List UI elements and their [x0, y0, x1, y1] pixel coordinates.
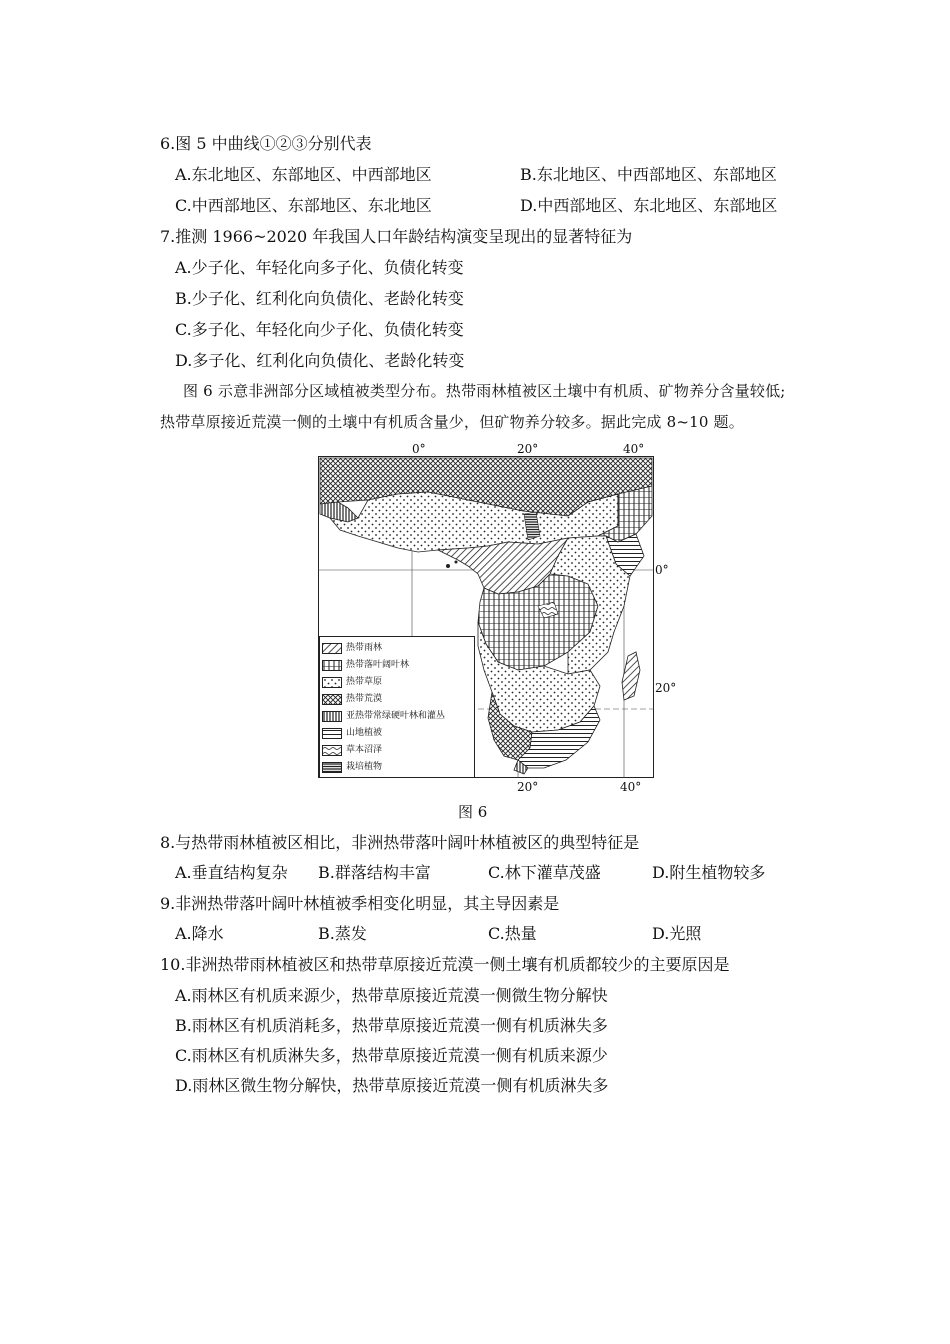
dense-horizontal-icon: [322, 762, 342, 773]
legend-item: [322, 760, 382, 774]
cross-hatch-icon: [322, 694, 342, 705]
q6-stem: 6.图 5 中曲线①②③分别代表: [160, 134, 372, 153]
q10-option-b: B.雨林区有机质消耗多，热带草原接近荒漠一侧有机质淋失多: [175, 1016, 608, 1035]
q9-option-a: A.降水: [175, 924, 224, 943]
legend-label: 亚热带常绿硬叶林和灌丛: [346, 710, 446, 721]
q6-option-d: D.中西部地区、东北地区、东部地区: [520, 196, 778, 215]
q8-option-a: A.垂直结构复杂: [175, 863, 288, 882]
map-coord-right-20: 20°: [655, 681, 677, 695]
dots-icon: [322, 677, 342, 688]
map-coord-top-20: 20°: [517, 442, 539, 456]
q7-option-b: B.少子化、红利化向负债化、老龄化转变: [175, 289, 464, 308]
legend-item: [322, 675, 382, 689]
map-coord-top-40: 40°: [623, 442, 645, 456]
map-legend: [319, 636, 475, 778]
q10-option-a: A.雨林区有机质来源少，热带草原接近荒漠一侧微生物分解快: [175, 986, 608, 1005]
q9-option-c: C.热量: [488, 924, 537, 943]
q7-option-a: A.少子化、年轻化向多子化、负债化转变: [175, 258, 464, 277]
intro-line-2: 热带草原接近荒漠一侧的土壤中有机质含量少，但矿物养分较多。据此完成 8~10 题。: [160, 413, 744, 431]
q8-option-b: B.群落结构丰富: [318, 863, 431, 882]
q10-option-c: C.雨林区有机质淋失多，热带草原接近荒漠一侧有机质来源少: [175, 1046, 608, 1065]
vertical-box-hatch-icon: [322, 660, 342, 671]
q8-option-c: C.林下灌草茂盛: [488, 863, 601, 882]
q9-option-b: B.蒸发: [318, 924, 367, 943]
legend-label: 热带草原: [346, 676, 383, 687]
q8-stem: 8.与热带雨林植被区相比，非洲热带落叶阔叶林植被区的典型特征是: [160, 833, 640, 852]
q9-stem: 9.非洲热带落叶阔叶林植被季相变化明显，其主导因素是: [160, 894, 560, 913]
map-coord-bottom-40: 40°: [620, 780, 642, 794]
vertical-lines-icon: [322, 711, 342, 722]
horizontal-lines-icon: [322, 728, 342, 739]
wave-lines-icon: [322, 745, 342, 756]
legend-label: 栽培植物: [346, 761, 383, 772]
legend-label: 草本沼泽: [346, 744, 383, 755]
map-coord-right-0: 0°: [655, 563, 669, 577]
q10-stem: 10.非洲热带雨林植被区和热带草原接近荒漠一侧土壤有机质都较少的主要原因是: [160, 955, 730, 974]
legend-item: [322, 692, 382, 706]
q7-option-c: C.多子化、年轻化向少子化、负债化转变: [175, 320, 464, 339]
map-coord-bottom-20: 20°: [517, 780, 539, 794]
legend-item: [322, 709, 445, 723]
q6-option-b: B.东北地区、中西部地区、东部地区: [520, 165, 777, 184]
q9-option-d: D.光照: [652, 924, 702, 943]
q8-option-d: D.附生植物较多: [652, 863, 766, 882]
q7-stem: 7.推测 1966~2020 年我国人口年龄结构演变呈现出的显著特征为: [160, 227, 633, 246]
q6-option-a: A.东北地区、东部地区、中西部地区: [175, 165, 432, 184]
legend-item: [322, 726, 382, 740]
q7-option-d: D.多子化、红利化向负债化、老龄化转变: [175, 351, 465, 370]
figure-caption: 图 6: [458, 803, 488, 821]
legend-item: [322, 641, 382, 655]
legend-item: [322, 743, 382, 757]
legend-label: 热带雨林: [346, 642, 383, 653]
legend-label: 热带荒漠: [346, 693, 383, 704]
map-coord-top-0: 0°: [412, 442, 426, 456]
q10-option-d: D.雨林区微生物分解快，热带草原接近荒漠一侧有机质淋失多: [175, 1076, 609, 1095]
diagonal-hatch-icon: [322, 643, 342, 654]
legend-label: 山地植被: [346, 727, 383, 738]
legend-label: 热带落叶阔叶林: [346, 659, 410, 670]
legend-item: [322, 658, 409, 672]
q6-option-c: C.中西部地区、东部地区、东北地区: [175, 196, 432, 215]
intro-line-1: 图 6 示意非洲部分区域植被类型分布。热带雨林植被区土壤中有机质、矿物养分含量较低;: [183, 382, 786, 400]
